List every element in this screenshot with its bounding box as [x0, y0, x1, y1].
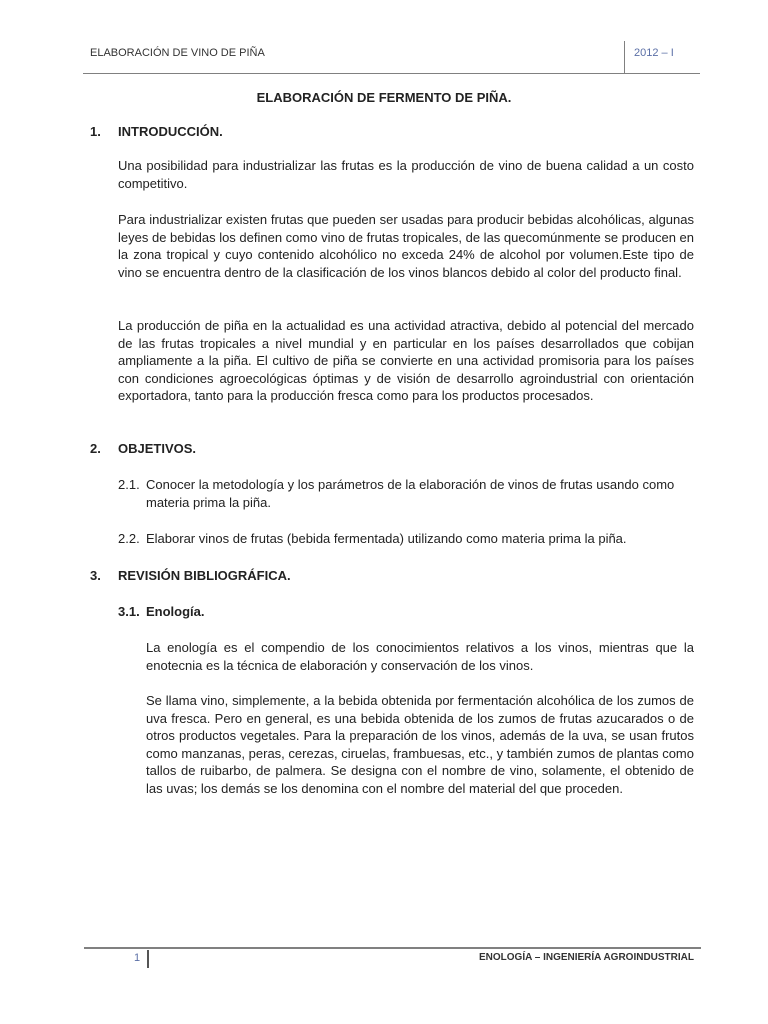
paragraph: Para industrializar existen frutas que pueden ser usadas para producir bebidas alcohólicas, algunas leyes de bebidas los definen como vino de frutas tropicales, de las quecomúnmente se producen en la zona tropical y cuyo contenido alcohólico no exceda 24% de alcohol por volumen.Este tipo de vino se encuentra dentro de la clasificación de los vinos blancos debido al color del producto final. — [118, 212, 694, 280]
objective-item — [118, 476, 694, 511]
paragraph: Se llama vino, simplemente, a la bebida obtenida por fermentación alcohólica de los zumos de uva fresca. Pero en general, es una bebida obtenida de los zumos de frutas azucarados o de otros productos vegetales. Para la preparación de los vinos, además de la uva, se usan frutos como manzanas, peras, cerezas, ciruelas, frambuesas, etc., y también zumos de plantas como tallos de ruibarbo, de palmera. Se designa con el nombre de vino, solamente, el obtenido de las uvas; los demás se los denomina con el nombre del material del que proceden. — [146, 693, 694, 796]
objective-item — [118, 530, 694, 548]
footer-divider — [147, 950, 149, 968]
section-number: 1. — [90, 124, 101, 139]
header-rule — [83, 73, 700, 74]
section-heading-objetivos — [90, 441, 196, 456]
header-divider — [624, 41, 625, 73]
subsection-number: 3.1. — [118, 604, 140, 619]
objective-number: 2.1. — [118, 477, 140, 492]
section-title: OBJETIVOS. — [118, 441, 197, 456]
header-period: 2012 – I — [634, 47, 674, 59]
section-number: 2. — [90, 441, 101, 456]
paragraph: La enología es el compendio de los conocimientos relativos a los vinos, mientras que la enotecnia es la técnica de elaboración y conservación de los vinos. — [146, 640, 694, 673]
section-heading-revision — [90, 568, 291, 583]
subsection-title: Enología. — [146, 604, 205, 619]
footer-rule — [84, 947, 701, 949]
document-title: ELABORACIÓN DE FERMENTO DE PIÑA. — [256, 90, 512, 105]
paragraph: La producción de piña en la actualidad es una actividad atractiva, debido al potencial del mercado de las frutas tropicales a nivel mundial y en particular en los países desarrollados que cobijan ampliamente a la piña. El cultivo de piña se convierte en una actividad promisoria para los países con condiciones agroecológicas óptimas y de visión de desarrollo agroindustrial con orientación exportadora, tanto para la producción fresca como para los productos procesados. — [118, 318, 694, 404]
section-title: REVISIÓN BIBLIOGRÁFICA. — [118, 568, 291, 583]
header-title: ELABORACIÓN DE VINO DE PIÑA — [90, 47, 265, 59]
objective-text: Conocer la metodología y los parámetros de la elaboración de vinos de frutas usando como materia prima la piña. — [146, 477, 675, 510]
section-title: INTRODUCCIÓN. — [118, 124, 223, 139]
objective-text: Elaborar vinos de frutas (bebida fermentada) utilizando como materia prima la piña. — [146, 531, 627, 546]
subsection-heading-enologia — [118, 604, 205, 619]
section-number: 3. — [90, 568, 101, 583]
footer-course: ENOLOGÍA – INGENIERÍA AGROINDUSTRIAL — [478, 952, 694, 963]
objective-number: 2.2. — [118, 531, 140, 546]
section-heading-introduccion — [90, 124, 223, 139]
page-number: 1 — [134, 952, 141, 964]
paragraph: Una posibilidad para industrializar las frutas es la producción de vino de buena calidad a un costo competitivo. — [118, 158, 694, 191]
